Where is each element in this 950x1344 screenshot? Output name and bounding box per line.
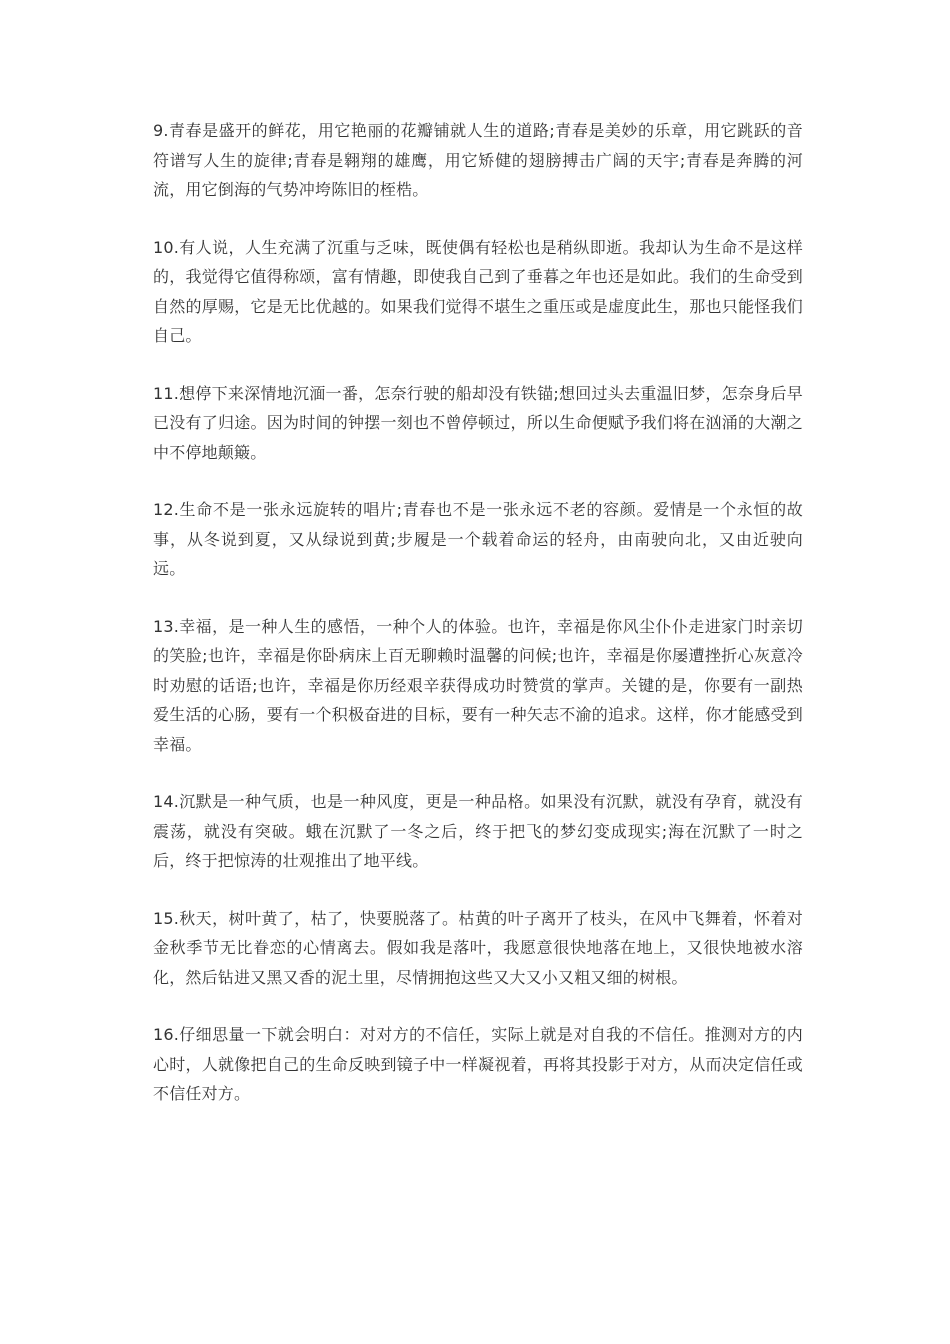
paragraph-15: 15.秋天，树叶黄了，枯了，快要脱落了。枯黄的叶子离开了枝头，在风中飞舞着，怀着对金秋季节无比眷恋的心情离去。假如我是落叶，我愿意很快地落在地上，又很快地被水溶化，然后钻进又黑又香的泥土里，尽情拥抱这些又大又小又粗又细的树根。	[153, 908, 803, 987]
paragraph-13: 13.幸福，是一种人生的感悟，一种个人的体验。也许，幸福是你风尘仆仆走进家门时亲切的笑脸;也许，幸福是你卧病床上百无聊赖时温馨的问候;也许，幸福是你屡遭挫折心灰意冷时劝慰的话语;也许，幸福是你历经艰辛获得成功时赞赏的掌声。关键的是，你要有一副热爱生活的心肠，要有一个积极奋进的目标，要有一种矢志不渝的追求。这样，你才能感受到幸福。	[153, 616, 803, 754]
paragraph-12: 12.生命不是一张永远旋转的唱片;青春也不是一张永远不老的容颜。爱情是一个永恒的故事，从冬说到夏，又从绿说到黄;步履是一个载着命运的轻舟，由南驶向北，又由近驶向远。	[153, 500, 803, 578]
paragraph-14: 14.沉默是一种气质，也是一种风度，更是一种品格。如果没有沉默，就没有孕育，就没有震荡，就没有突破。蛾在沉默了一冬之后，终于把飞的梦幻变成现实;海在沉默了一时之后，终于把惊涛的壮观推出了地平线。	[153, 792, 803, 870]
paragraph-9: 9.青春是盛开的鲜花，用它艳丽的花瓣铺就人生的道路;青春是美妙的乐章，用它跳跃的音符谱写人生的旋律;青春是翱翔的雄鹰，用它矫健的翅膀搏击广阔的天宇;青春是奔腾的河流，用它倒海的气势冲垮陈旧的桎梏。	[153, 121, 803, 199]
document-body	[153, 116, 803, 1137]
paragraph-11: 11.想停下来深情地沉湎一番，怎奈行驶的船却没有铁锚;想回过头去重温旧梦，怎奈身后早已没有了归途。因为时间的钟摆一刻也不曾停顿过，所以生命便赋予我们将在汹涌的大潮之中不停地颠簸。	[153, 383, 803, 462]
paragraph-10: 10.有人说，人生充满了沉重与乏味，既使偶有轻松也是稍纵即逝。我却认为生命不是这样的，我觉得它值得称颂，富有情趣，即使我自己到了垂暮之年也还是如此。我们的生命受到自然的厚赐，它是无比优越的。如果我们觉得不堪生之重压或是虚度此生，那也只能怪我们自己。	[153, 237, 803, 345]
paragraph-16: 16.仔细思量一下就会明白：对对方的不信任，实际上就是对自我的不信任。推测对方的内心时，人就像把自己的生命反映到镜子中一样凝视着，再将其投影于对方，从而决定信任或不信任对方。	[153, 1025, 803, 1103]
